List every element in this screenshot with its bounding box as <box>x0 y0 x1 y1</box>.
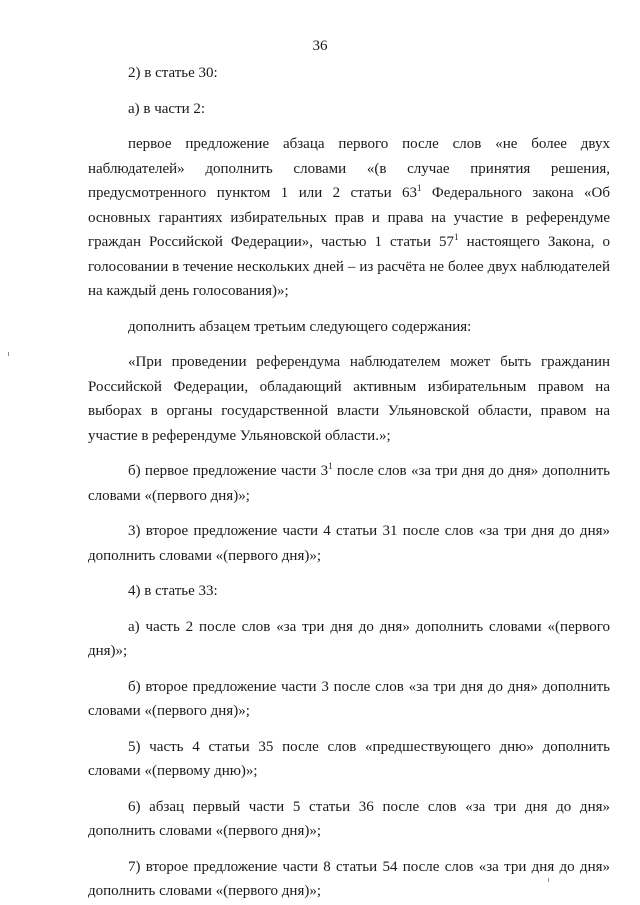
paragraph-referendum-observer: «При проведении референдума наблюдателем может быть гражданин Российской Федерации, обладающий активным избирательным правом на выборах в органы государственной власти Ульяновской области, правом на участие в референдуме Ульяновской области.»; <box>88 354 610 444</box>
superscript: 1 <box>417 183 422 193</box>
paragraph-part-2: а) в части 2: <box>128 100 206 117</box>
paragraph-article-54: 7) второе предложение части 8 статьи 54 после слов «за три дня до дня» дополнить словами «(первого дня)»; <box>88 858 610 899</box>
paragraph-add-third-abzats: дополнить абзацем третьим следующего содержания: <box>128 318 472 335</box>
paragraph-part-3-1 <box>88 459 610 508</box>
scan-speck <box>548 878 549 882</box>
paragraph-observers-amendment <box>88 132 610 304</box>
paragraph-article-33: 4) в статье 33: <box>128 583 218 599</box>
paragraph-text: после слов «за три дня до дня» дополнить словами «(первого дня)»; <box>88 463 610 504</box>
paragraph-article-33-part-2: а) часть 2 после слов «за три дня до дня» дополнить словами «(первого дня)»; <box>88 618 610 659</box>
scan-speck <box>8 352 9 356</box>
paragraph-article-36: 6) абзац первый части 5 статьи 36 после слов «за три дня до дня» дополнить словами «(первого дня)»; <box>88 798 610 839</box>
document-body <box>88 61 610 904</box>
paragraph-article-35: 5) часть 4 статьи 35 после слов «предшествующего дню» дополнить словами «(первому дню)»; <box>88 738 610 779</box>
paragraph-text: настоящего Закона, о голосовании в течение нескольких дней – из расчёта не более двух наблюдателей на каждый день голосования)»; <box>88 234 610 299</box>
page-number: 36 <box>312 38 328 54</box>
paragraph-article-31: 3) второе предложение части 4 статьи 31 после слов «за три дня до дня» дополнить словами «(первого дня)»; <box>88 523 610 564</box>
superscript: 1 <box>454 232 459 242</box>
paragraph-text: первое предложение абзаца первого после слов «не более двух наблюдателей» дополнить словами «(в случае принятия решения, предусмотренного пунктом 1 или 2 статьи 63 <box>88 136 610 201</box>
superscript: 1 <box>328 461 333 471</box>
paragraph-text: б) первое предложение части 3 <box>128 463 329 479</box>
paragraph-article-33-part-3: б) второе предложение части 3 после слов «за три дня до дня» дополнить словами «(первого дня)»; <box>88 678 610 719</box>
paragraph-article-30: 2) в статье 30: <box>128 65 218 81</box>
paragraph-text: Федерального закона «Об основных гарантиях избирательных прав и права на участие в референдуме граждан Российской Федерации», частью 1 статьи 57 <box>88 185 611 250</box>
